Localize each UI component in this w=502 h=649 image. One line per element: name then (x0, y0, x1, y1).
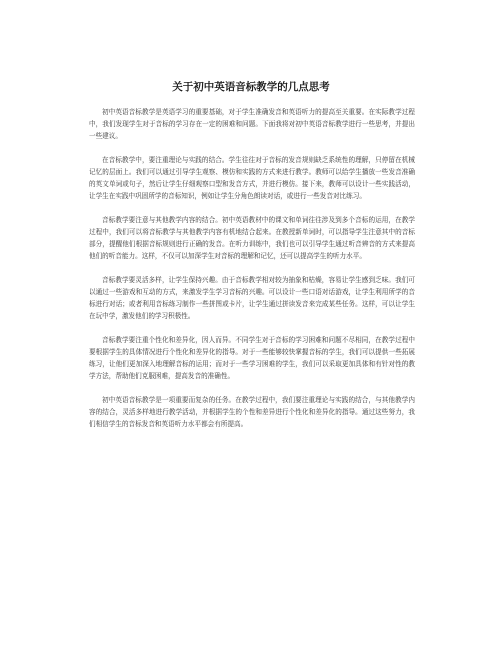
paragraph-conclusion: 初中英语音标教学是一项重要而复杂的任务。在教学过程中，我们要注重理论与实践的结合，与其他教学内容的结合，灵活多样地进行教学活动，并根据学生的个性和差异进行个性化和差异化的指导。通过这些努力，我们相信学生的音标发音和英语听力水平都会有所提高。 (89, 396, 415, 428)
paragraph-intro: 初中英语音标教学是英语学习的重要基础，对于学生准确发音和英语听力的提高至关重要。在实际教学过程中，我们发现学生对于音标的学习存在一定的困难和问题。下面我将对初中英语音标教学进行一些思考，并提出一些建议。 (89, 108, 415, 140)
document-title: 关于初中英语音标教学的几点思考 (172, 81, 330, 93)
paragraph-interest: 音标教学要灵活多样，让学生保持兴趣。由于音标教学相对较为抽象和枯燥，容易让学生感到乏味。我们可以通过一些游戏和互动的方式，来激发学生学习音标的兴趣。可以设计一些口语对话游戏，让学生利用所学的音标进行对话；或者利用音标练习制作一些拼图或卡片，让学生通过拼读发音来完成某些任务。这样，可以让学生在玩中学，激发他们的学习积极性。 (89, 276, 415, 320)
paragraph-integration: 音标教学要注意与其他教学内容的结合。初中英语教材中的课文和单词往往涉及到多个音标的运用，在教学过程中，我们可以将音标教学与其他教学内容有机地结合起来。在教授新单词时，可以指导学生注意其中的音标部分，提醒他们根据音标规则进行正确的发音。在听力训练中，我们也可以引导学生通过听音辨音的方式来提高他们的听音能力。这样，不仅可以加深学生对音标的理解和记忆，还可以提高学生的听力水平。 (89, 216, 415, 260)
document-body (89, 106, 415, 442)
paragraph-individualization: 音标教学要注重个性化和差异化，因人而异。不同学生对于音标的学习困难和问题不尽相同，在教学过程中要根据学生的具体情况进行个性化和差异化的指导。对于一些能够较快掌握音标的学生，我们可以提供一些拓展练习，让他们更加深入地理解音标的运用；而对于一些学习困难的学生，我们可以采取更加具体和有针对性的教学方法，帮助他们克服困难，提高发音的准确性。 (89, 336, 415, 380)
paragraph-theory-practice: 在音标教学中，要注重理论与实践的结合。学生往往对于音标的发音规则缺乏系统性的理解，只停留在机械记忆的层面上。我们可以通过引导学生观察、模仿和实践的方式来进行教学。教师可以给学生播放一些发音准确的英文单词或句子，然后让学生仔细观察口型和发音方式，并进行模仿。接下来，教师可以设计一些实践活动，让学生在实践中巩固所学的音标知识，例如让学生分角色朗读对话，或进行一些发音对比练习。 (89, 156, 415, 200)
